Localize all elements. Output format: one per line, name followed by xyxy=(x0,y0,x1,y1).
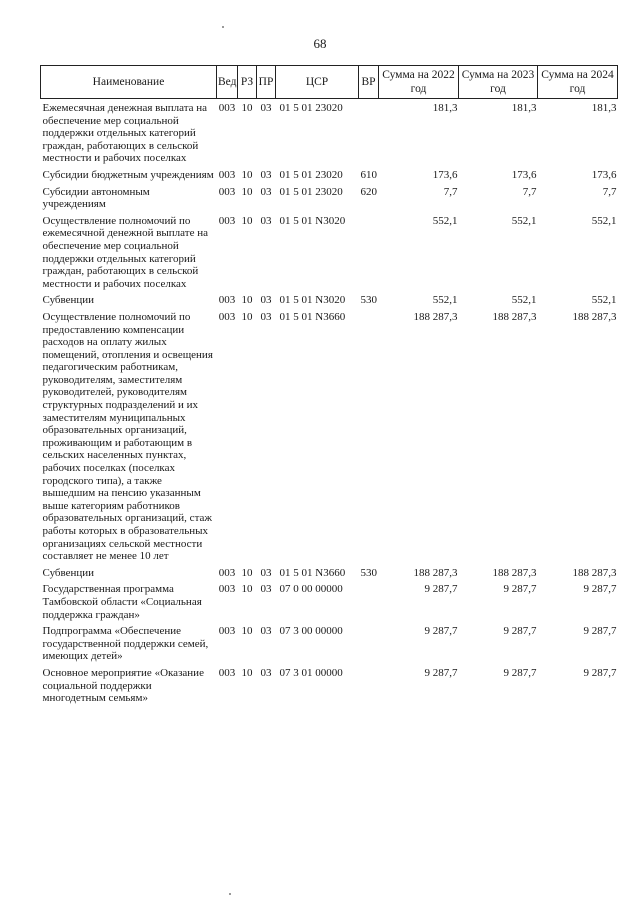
row-sum-2022: 181,3 xyxy=(432,102,458,114)
row-name: Ежемесячная денежная выплата на обеспечение мер социальной поддержки отдельных категорий граждан, работающих в сельской местности и рабочих поселках xyxy=(42,102,208,165)
row-pr: 03 xyxy=(260,666,272,679)
row-rz: 10 xyxy=(241,214,253,227)
row-pr: 03 xyxy=(260,310,272,323)
row-pr: 03 xyxy=(260,625,272,638)
row-sum-2023: 552,1 xyxy=(511,214,537,227)
row-sum-2023: 173,6 xyxy=(511,168,537,181)
table-body xyxy=(41,99,618,709)
row-csr: 01 5 01 23020 xyxy=(279,185,343,198)
row-rz: 10 xyxy=(241,102,253,114)
row-vr: 620 xyxy=(360,185,377,198)
table-row xyxy=(41,583,618,625)
row-sum-2024: 188 287,3 xyxy=(572,310,617,323)
row-sum-2022: 552,1 xyxy=(432,294,458,307)
row-name: Осуществление полномочий по ежемесячной денежной выплате на обеспечение мер социальной поддержки отдельных категорий граждан, работающих в сельской местности и рабочих поселках xyxy=(42,214,208,290)
row-sum-2023: 7,7 xyxy=(522,185,537,198)
row-ved: 003 xyxy=(218,294,236,307)
col-header-rz: РЗ xyxy=(238,66,257,99)
row-sum-2023: 552,1 xyxy=(511,294,537,307)
row-sum-2023: 9 287,7 xyxy=(503,625,537,638)
col-header-csr: ЦСР xyxy=(276,66,359,99)
table-row xyxy=(41,294,618,311)
table-row xyxy=(41,625,618,667)
row-ved: 003 xyxy=(218,214,236,227)
row-rz: 10 xyxy=(241,168,253,181)
table-row xyxy=(41,169,618,186)
row-pr: 03 xyxy=(260,294,272,307)
row-vr xyxy=(359,667,379,709)
row-pr: 03 xyxy=(260,185,272,198)
row-vr xyxy=(359,625,379,667)
row-sum-2024: 9 287,7 xyxy=(583,583,617,596)
row-ved: 003 xyxy=(218,583,236,596)
table-row xyxy=(41,186,618,215)
row-csr: 01 5 01 23020 xyxy=(279,102,343,114)
row-pr: 03 xyxy=(260,168,272,181)
budget-table xyxy=(40,65,618,709)
row-ved: 003 xyxy=(218,625,236,638)
row-csr: 07 3 00 00000 xyxy=(279,625,343,638)
row-ved: 003 xyxy=(218,666,236,679)
row-name: Подпрограмма «Обеспечение государственной поддержки семей, имеющих детей» xyxy=(42,625,209,663)
row-rz: 10 xyxy=(241,185,253,198)
col-header-pr: ПР xyxy=(257,66,276,99)
row-sum-2022: 9 287,7 xyxy=(424,583,458,596)
row-sum-2022: 188 287,3 xyxy=(413,310,458,323)
row-sum-2024: 9 287,7 xyxy=(583,625,617,638)
col-header-vr: ВР xyxy=(359,66,379,99)
row-sum-2023: 181,3 xyxy=(511,102,537,114)
row-sum-2022: 7,7 xyxy=(443,185,458,198)
row-name: Субсидии бюджетным учреждениям xyxy=(42,168,214,181)
table-row xyxy=(41,311,618,567)
row-rz: 10 xyxy=(241,310,253,323)
row-sum-2022: 9 287,7 xyxy=(424,625,458,638)
row-name: Основное мероприятие «Оказание социальной поддержки многодетным семьям» xyxy=(42,666,204,705)
row-csr: 01 5 01 N3020 xyxy=(279,294,346,307)
scan-dot xyxy=(229,893,231,895)
scan-dot xyxy=(222,26,224,28)
row-csr: 01 5 01 23020 xyxy=(279,168,343,181)
row-csr: 01 5 01 N3660 xyxy=(279,310,346,323)
row-pr: 03 xyxy=(260,566,272,579)
row-pr: 03 xyxy=(260,583,272,596)
row-vr: 530 xyxy=(360,294,377,307)
row-sum-2023: 9 287,7 xyxy=(503,583,537,596)
row-vr: 610 xyxy=(360,168,377,181)
row-sum-2023: 188 287,3 xyxy=(492,310,537,323)
row-ved: 003 xyxy=(218,310,236,323)
table-row xyxy=(41,99,618,169)
row-sum-2022: 9 287,7 xyxy=(424,666,458,679)
row-rz: 10 xyxy=(241,666,253,679)
row-sum-2024: 188 287,3 xyxy=(572,566,617,579)
row-vr xyxy=(359,215,379,295)
row-name: Субвенции xyxy=(42,566,95,579)
row-sum-2022: 188 287,3 xyxy=(413,566,458,579)
row-ved: 003 xyxy=(218,102,236,114)
table-header xyxy=(41,66,618,99)
row-rz: 10 xyxy=(241,625,253,638)
row-name: Субвенции xyxy=(42,294,95,307)
row-name: Осуществление полномочий по предоставлению компенсации расходов на оплату жилых помещений, отопления и освещения педагогическим работникам, руководителям, заместителям руководителей, руководителям структурных подразделений и их заместителям муниципальных образовательных организаций, проживающим и работающим в сельских населенных пунктах, рабочих поселках (поселках городского типа), а также вышедшим на пенсию указанным выше категориям работников образовательных организаций, стаж работы которых в образовательных организациях сельской местности составляет не менее 10 лет xyxy=(42,310,213,563)
row-name: Государственная программа Тамбовской области «Социальная поддержка граждан» xyxy=(42,583,202,621)
row-vr xyxy=(359,99,379,169)
row-rz: 10 xyxy=(241,583,253,596)
row-sum-2024: 173,6 xyxy=(591,168,617,181)
page-number: 68 xyxy=(313,36,327,51)
row-sum-2024: 7,7 xyxy=(602,185,617,198)
row-vr xyxy=(359,583,379,625)
row-sum-2022: 552,1 xyxy=(432,214,458,227)
row-csr: 07 3 01 00000 xyxy=(279,666,343,679)
row-rz: 10 xyxy=(241,566,253,579)
row-pr: 03 xyxy=(260,102,272,114)
row-name: Субсидии автономным учреждениям xyxy=(42,185,150,211)
table-row xyxy=(41,667,618,709)
col-header-name: Наименование xyxy=(41,66,217,99)
row-sum-2023: 188 287,3 xyxy=(492,566,537,579)
row-ved: 003 xyxy=(218,566,236,579)
col-header-sum-2024: Сумма на 2024 год xyxy=(538,66,618,99)
row-csr: 07 0 00 00000 xyxy=(279,583,343,596)
row-ved: 003 xyxy=(218,185,236,198)
row-sum-2022: 173,6 xyxy=(432,168,458,181)
row-vr xyxy=(359,311,379,567)
row-pr: 03 xyxy=(260,214,272,227)
row-sum-2024: 552,1 xyxy=(591,214,617,227)
row-sum-2023: 9 287,7 xyxy=(503,666,537,679)
table-row xyxy=(41,215,618,295)
row-rz: 10 xyxy=(241,294,253,307)
row-ved: 003 xyxy=(218,168,236,181)
row-vr: 530 xyxy=(360,566,377,579)
col-header-ved: Вед xyxy=(217,66,238,99)
table-row xyxy=(41,567,618,584)
row-csr: 01 5 01 N3660 xyxy=(279,566,346,579)
col-header-sum-2022: Сумма на 2022 год xyxy=(379,66,459,99)
row-sum-2024: 9 287,7 xyxy=(583,666,617,679)
row-sum-2024: 552,1 xyxy=(591,294,617,307)
row-sum-2024: 181,3 xyxy=(591,102,617,114)
col-header-sum-2023: Сумма на 2023 год xyxy=(459,66,538,99)
row-csr: 01 5 01 N3020 xyxy=(279,214,346,227)
